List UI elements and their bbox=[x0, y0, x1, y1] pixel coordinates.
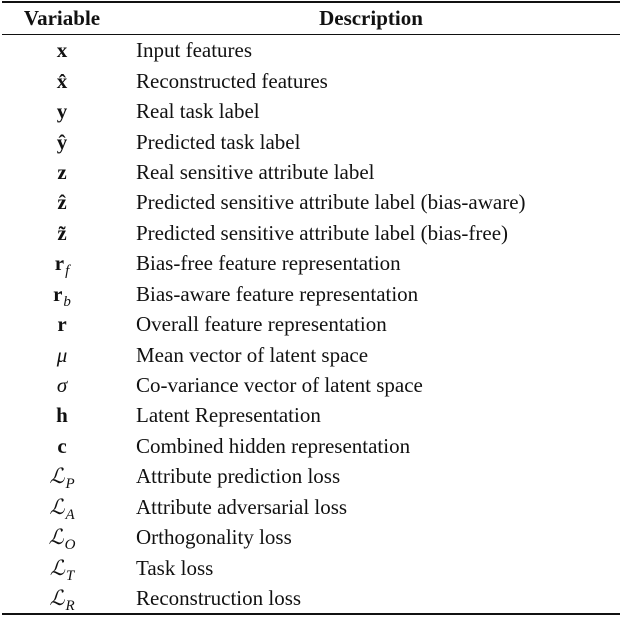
variable-symbol: ŷ bbox=[56, 129, 68, 154]
notation-table-body bbox=[2, 35, 620, 613]
variable-cell bbox=[2, 187, 122, 217]
notation-table-container bbox=[2, 1, 620, 615]
description-cell: Real sensitive attribute label bbox=[136, 159, 375, 184]
table-row bbox=[2, 583, 620, 613]
variable-cell bbox=[2, 461, 122, 491]
table-row bbox=[2, 35, 620, 65]
variable-cell bbox=[2, 35, 122, 65]
variable-symbol: y bbox=[56, 99, 68, 124]
variable-cell bbox=[2, 400, 122, 430]
description-cell: Overall feature representation bbox=[136, 312, 387, 337]
description-cell: Reconstruction loss bbox=[136, 586, 302, 611]
variable-cell bbox=[2, 248, 122, 278]
table-row bbox=[2, 461, 620, 491]
description-cell: Task loss bbox=[136, 555, 214, 580]
variable-subscript: A bbox=[65, 506, 75, 523]
table-row bbox=[2, 339, 620, 369]
variable-symbol: c bbox=[57, 433, 67, 458]
variable-subscript: T bbox=[65, 567, 75, 584]
table-row bbox=[2, 552, 620, 582]
variable-symbol: ℒ bbox=[49, 586, 65, 611]
variable-symbol: ℒ bbox=[49, 494, 65, 519]
variable-cell bbox=[2, 65, 122, 95]
table-row bbox=[2, 309, 620, 339]
variable-symbol: r bbox=[53, 281, 63, 306]
description-cell: Bias-aware feature representation bbox=[136, 281, 419, 306]
variable-subscript: R bbox=[65, 598, 75, 615]
variable-subscript: P bbox=[65, 476, 75, 493]
description-cell: Reconstructed features bbox=[136, 68, 328, 93]
variable-cell bbox=[2, 552, 122, 582]
description-cell: Real task label bbox=[136, 99, 260, 124]
variable-subscript: f bbox=[65, 263, 70, 280]
variable-cell bbox=[2, 279, 122, 309]
variable-cell bbox=[2, 583, 122, 613]
variable-subscript: b bbox=[63, 293, 71, 310]
description-cell: Orthogonality loss bbox=[136, 525, 292, 550]
variable-symbol: r bbox=[57, 312, 67, 337]
variable-subscript: O bbox=[64, 537, 76, 554]
description-cell: Predicted task label bbox=[136, 129, 301, 154]
header-description: Description bbox=[319, 6, 423, 30]
table-row bbox=[2, 187, 620, 217]
description-cell: Attribute adversarial loss bbox=[136, 494, 348, 519]
variable-symbol: z̃ bbox=[57, 220, 67, 245]
table-row bbox=[2, 431, 620, 461]
variable-cell bbox=[2, 370, 122, 400]
table-row bbox=[2, 218, 620, 248]
variable-symbol: μ bbox=[56, 342, 68, 367]
table-row bbox=[2, 126, 620, 156]
description-cell: Mean vector of latent space bbox=[136, 342, 369, 367]
variable-symbol: ℒ bbox=[49, 555, 65, 580]
description-cell: Bias-free feature representation bbox=[136, 251, 401, 276]
variable-cell bbox=[2, 218, 122, 248]
notation-table bbox=[2, 3, 620, 34]
variable-symbol: x̂ bbox=[56, 68, 68, 93]
table-row bbox=[2, 400, 620, 430]
table-row bbox=[2, 492, 620, 522]
description-cell: Combined hidden representation bbox=[136, 433, 411, 458]
table-row bbox=[2, 96, 620, 126]
variable-cell bbox=[2, 339, 122, 369]
variable-symbol: r bbox=[54, 251, 65, 276]
description-cell: Input features bbox=[136, 38, 253, 63]
table-row bbox=[2, 370, 620, 400]
description-cell: Predicted sensitive attribute label (bias-free) bbox=[136, 220, 509, 245]
variable-cell bbox=[2, 126, 122, 156]
table-row bbox=[2, 279, 620, 309]
variable-symbol: ℒ bbox=[48, 525, 64, 550]
description-cell: Co-variance vector of latent space bbox=[136, 373, 423, 398]
bottom-rule bbox=[2, 613, 620, 615]
variable-symbol: z bbox=[57, 159, 67, 184]
header-variable: Variable bbox=[23, 6, 101, 30]
variable-symbol: x bbox=[56, 38, 68, 63]
variable-cell bbox=[2, 522, 122, 552]
table-row bbox=[2, 522, 620, 552]
table-row bbox=[2, 65, 620, 95]
variable-cell bbox=[2, 157, 122, 187]
variable-symbol: σ bbox=[56, 373, 68, 398]
variable-symbol: h bbox=[56, 403, 68, 428]
table-row bbox=[2, 157, 620, 187]
description-cell: Predicted sensitive attribute label (bias-aware) bbox=[136, 190, 526, 215]
variable-symbol: ℒ bbox=[49, 464, 65, 489]
description-cell: Latent Representation bbox=[136, 403, 321, 428]
variable-symbol: ẑ bbox=[57, 190, 67, 215]
description-cell: Attribute prediction loss bbox=[136, 464, 341, 489]
variable-cell bbox=[2, 309, 122, 339]
variable-cell bbox=[2, 431, 122, 461]
variable-cell bbox=[2, 96, 122, 126]
table-row bbox=[2, 248, 620, 278]
variable-cell bbox=[2, 492, 122, 522]
header-row bbox=[2, 3, 620, 34]
